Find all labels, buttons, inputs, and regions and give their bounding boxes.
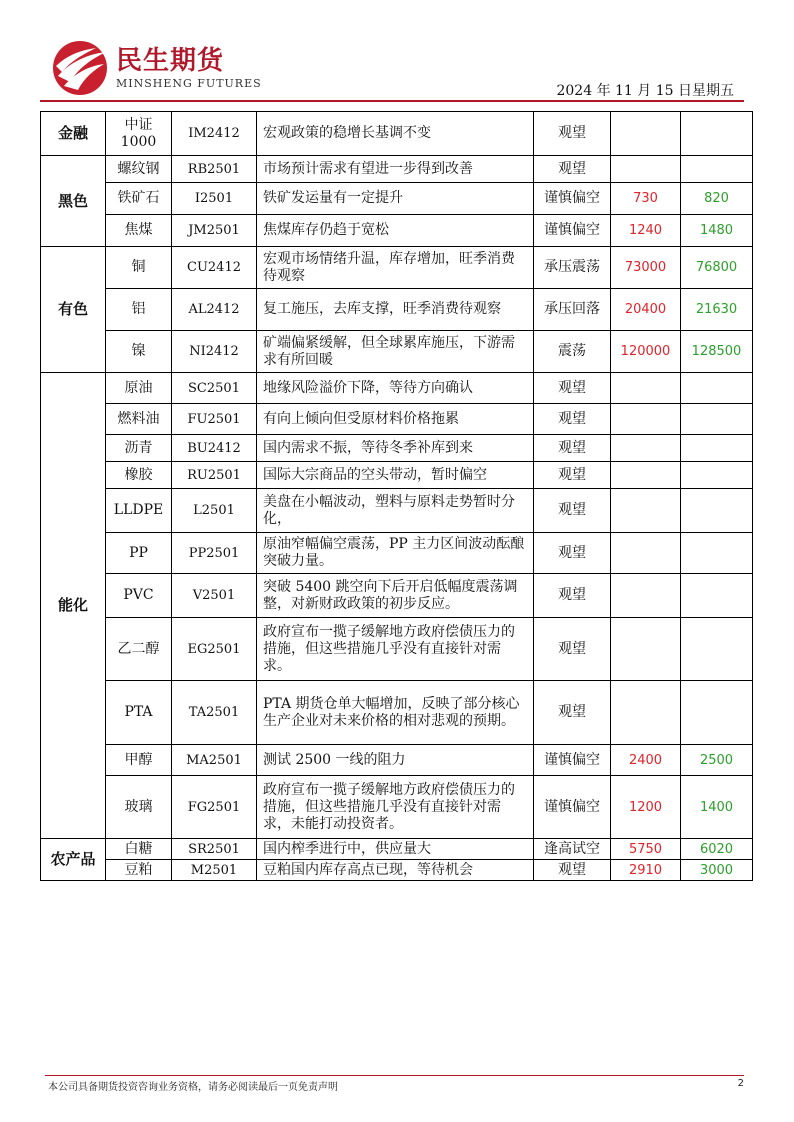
stance-cell: 观望 xyxy=(534,618,611,681)
price-high-cell xyxy=(681,574,753,618)
report-date: 2024 年 11 月 15 日星期五 xyxy=(556,83,734,99)
table-row xyxy=(41,112,753,156)
contract-code-cell: SC2501 xyxy=(172,373,257,404)
price-low-cell: 73000 xyxy=(611,247,681,289)
contract-code-cell: MA2501 xyxy=(172,745,257,776)
price-low-cell: 1240 xyxy=(611,215,681,247)
product-cell: 甲醇 xyxy=(106,745,172,776)
price-high-cell xyxy=(681,404,753,435)
contract-code-cell: PP2501 xyxy=(172,533,257,574)
stance-cell: 观望 xyxy=(534,112,611,156)
view-cell: 地缘风险溢价下降，等待方向确认 xyxy=(257,373,534,404)
contract-code-cell: EG2501 xyxy=(172,618,257,681)
header-divider xyxy=(40,100,744,102)
table-row xyxy=(41,156,753,183)
price-low-cell xyxy=(611,156,681,183)
contract-code-cell: V2501 xyxy=(172,574,257,618)
category-cell: 能化 xyxy=(41,373,106,839)
category-cell: 农产品 xyxy=(41,839,106,881)
view-cell: 国内榨季进行中，供应量大 xyxy=(257,839,534,860)
brand-name-en: MINSHENG FUTURES xyxy=(116,77,262,90)
price-low-cell xyxy=(611,574,681,618)
product-cell: LLDPE xyxy=(106,489,172,533)
stance-cell: 观望 xyxy=(534,489,611,533)
product-cell: PVC xyxy=(106,574,172,618)
price-high-cell: 3000 xyxy=(681,860,753,881)
price-low-cell xyxy=(611,373,681,404)
view-cell: 国内需求不振，等待冬季补库到来 xyxy=(257,435,534,462)
table-row xyxy=(41,681,753,745)
stance-cell: 观望 xyxy=(534,533,611,574)
footer-disclaimer: 本公司具备期货投资咨询业务资格，请务必阅读最后一页免责声明 xyxy=(48,1082,338,1093)
product-cell: 玻璃 xyxy=(106,776,172,839)
contract-code-cell: M2501 xyxy=(172,860,257,881)
table-row xyxy=(41,404,753,435)
price-low-cell xyxy=(611,435,681,462)
price-low-cell: 2910 xyxy=(611,860,681,881)
price-high-cell: 820 xyxy=(681,183,753,215)
view-cell: 矿端偏紧缓解，但全球累库施压，下游需求有所回暖 xyxy=(257,331,534,373)
table-row xyxy=(41,462,753,489)
view-cell: 测试 2500 一线的阻力 xyxy=(257,745,534,776)
price-low-cell: 2400 xyxy=(611,745,681,776)
view-cell: 焦煤库存仍趋于宽松 xyxy=(257,215,534,247)
view-cell: 复工施压，去库支撑，旺季消费待观察 xyxy=(257,289,534,331)
price-high-cell: 6020 xyxy=(681,839,753,860)
product-cell: 焦煤 xyxy=(106,215,172,247)
price-low-cell: 1200 xyxy=(611,776,681,839)
stance-cell: 观望 xyxy=(534,373,611,404)
table-row xyxy=(41,574,753,618)
price-high-cell: 1480 xyxy=(681,215,753,247)
product-cell: 中证 1000 xyxy=(106,112,172,156)
price-low-cell xyxy=(611,618,681,681)
strategy-table-body xyxy=(41,112,753,881)
product-cell: 豆粕 xyxy=(106,860,172,881)
price-high-cell xyxy=(681,373,753,404)
contract-code-cell: RB2501 xyxy=(172,156,257,183)
minsheng-logo-icon xyxy=(50,38,110,98)
price-low-cell: 120000 xyxy=(611,331,681,373)
price-high-cell xyxy=(681,533,753,574)
category-cell: 有色 xyxy=(41,247,106,373)
price-low-cell xyxy=(611,681,681,745)
product-cell: 乙二醇 xyxy=(106,618,172,681)
price-low-cell xyxy=(611,404,681,435)
contract-code-cell: AL2412 xyxy=(172,289,257,331)
contract-code-cell: FU2501 xyxy=(172,404,257,435)
price-high-cell xyxy=(681,618,753,681)
stance-cell: 观望 xyxy=(534,462,611,489)
table-row xyxy=(41,183,753,215)
view-cell: 政府宣布一揽子缓解地方政府偿债压力的措施，但这些措施几乎没有直接针对需求。 xyxy=(257,618,534,681)
contract-code-cell: IM2412 xyxy=(172,112,257,156)
category-cell: 黑色 xyxy=(41,156,106,247)
price-high-cell xyxy=(681,681,753,745)
stance-cell: 承压震荡 xyxy=(534,247,611,289)
product-cell: 白糖 xyxy=(106,839,172,860)
table-row xyxy=(41,533,753,574)
stance-cell: 谨慎偏空 xyxy=(534,776,611,839)
brand-name-cn: 民生期货 xyxy=(116,46,225,76)
contract-code-cell: I2501 xyxy=(172,183,257,215)
price-high-cell xyxy=(681,462,753,489)
product-cell: 铜 xyxy=(106,247,172,289)
price-high-cell xyxy=(681,112,753,156)
view-cell: 政府宣布一揽子缓解地方政府偿债压力的措施，但这些措施几乎没有直接针对需求，未能打动投资者。 xyxy=(257,776,534,839)
contract-code-cell: FG2501 xyxy=(172,776,257,839)
footer-divider xyxy=(45,1075,744,1076)
price-high-cell: 1400 xyxy=(681,776,753,839)
product-cell: 铝 xyxy=(106,289,172,331)
page-header xyxy=(0,0,794,100)
contract-code-cell: TA2501 xyxy=(172,681,257,745)
view-cell: 市场预计需求有望进一步得到改善 xyxy=(257,156,534,183)
view-cell: 豆粕国内库存高点已现，等待机会 xyxy=(257,860,534,881)
price-high-cell xyxy=(681,489,753,533)
stance-cell: 观望 xyxy=(534,860,611,881)
price-low-cell xyxy=(611,462,681,489)
product-cell: 橡胶 xyxy=(106,462,172,489)
view-cell: 宏观市场情绪升温，库存增加，旺季消费待观察 xyxy=(257,247,534,289)
price-low-cell xyxy=(611,533,681,574)
product-cell: PP xyxy=(106,533,172,574)
stance-cell: 谨慎偏空 xyxy=(534,745,611,776)
stance-cell: 观望 xyxy=(534,435,611,462)
product-cell: 沥青 xyxy=(106,435,172,462)
contract-code-cell: NI2412 xyxy=(172,331,257,373)
product-cell: 螺纹钢 xyxy=(106,156,172,183)
price-low-cell xyxy=(611,489,681,533)
table-row xyxy=(41,247,753,289)
view-cell: 铁矿发运量有一定提升 xyxy=(257,183,534,215)
stance-cell: 承压回落 xyxy=(534,289,611,331)
strategy-table xyxy=(40,111,753,881)
view-cell: 原油窄幅偏空震荡，PP 主力区间波动酝酿突破力量。 xyxy=(257,533,534,574)
price-high-cell: 128500 xyxy=(681,331,753,373)
view-cell: 宏观政策的稳增长基调不变 xyxy=(257,112,534,156)
contract-code-cell: JM2501 xyxy=(172,215,257,247)
price-high-cell: 2500 xyxy=(681,745,753,776)
product-cell: 铁矿石 xyxy=(106,183,172,215)
stance-cell: 观望 xyxy=(534,404,611,435)
stance-cell: 观望 xyxy=(534,156,611,183)
stance-cell: 谨慎偏空 xyxy=(534,215,611,247)
view-cell: 突破 5400 跳空向下后开启低幅度震荡调整，对新财政政策的初步反应。 xyxy=(257,574,534,618)
table-row xyxy=(41,373,753,404)
stance-cell: 逢高试空 xyxy=(534,839,611,860)
table-row xyxy=(41,331,753,373)
stance-cell: 谨慎偏空 xyxy=(534,183,611,215)
view-cell: PTA 期货仓单大幅增加，反映了部分核心生产企业对未来价格的相对悲观的预期。 xyxy=(257,681,534,745)
view-cell: 国际大宗商品的空头带动，暂时偏空 xyxy=(257,462,534,489)
table-row xyxy=(41,745,753,776)
price-low-cell: 5750 xyxy=(611,839,681,860)
contract-code-cell: RU2501 xyxy=(172,462,257,489)
price-low-cell: 730 xyxy=(611,183,681,215)
price-high-cell xyxy=(681,156,753,183)
product-cell: 原油 xyxy=(106,373,172,404)
stance-cell: 震荡 xyxy=(534,331,611,373)
table-row xyxy=(41,776,753,839)
contract-code-cell: CU2412 xyxy=(172,247,257,289)
price-low-cell: 20400 xyxy=(611,289,681,331)
table-row xyxy=(41,215,753,247)
product-cell: PTA xyxy=(106,681,172,745)
product-cell: 燃料油 xyxy=(106,404,172,435)
view-cell: 美盘在小幅波动，塑料与原料走势暂时分化， xyxy=(257,489,534,533)
table-row xyxy=(41,435,753,462)
contract-code-cell: BU2412 xyxy=(172,435,257,462)
contract-code-cell: SR2501 xyxy=(172,839,257,860)
table-row xyxy=(41,860,753,881)
table-row xyxy=(41,839,753,860)
price-high-cell xyxy=(681,435,753,462)
contract-code-cell: L2501 xyxy=(172,489,257,533)
view-cell: 有向上倾向但受原材料价格拖累 xyxy=(257,404,534,435)
price-high-cell: 21630 xyxy=(681,289,753,331)
stance-cell: 观望 xyxy=(534,574,611,618)
price-low-cell xyxy=(611,112,681,156)
table-row xyxy=(41,289,753,331)
price-high-cell: 76800 xyxy=(681,247,753,289)
page-number: 2 xyxy=(737,1078,744,1089)
table-row xyxy=(41,618,753,681)
table-row xyxy=(41,489,753,533)
category-cell: 金融 xyxy=(41,112,106,156)
product-cell: 镍 xyxy=(106,331,172,373)
stance-cell: 观望 xyxy=(534,681,611,745)
